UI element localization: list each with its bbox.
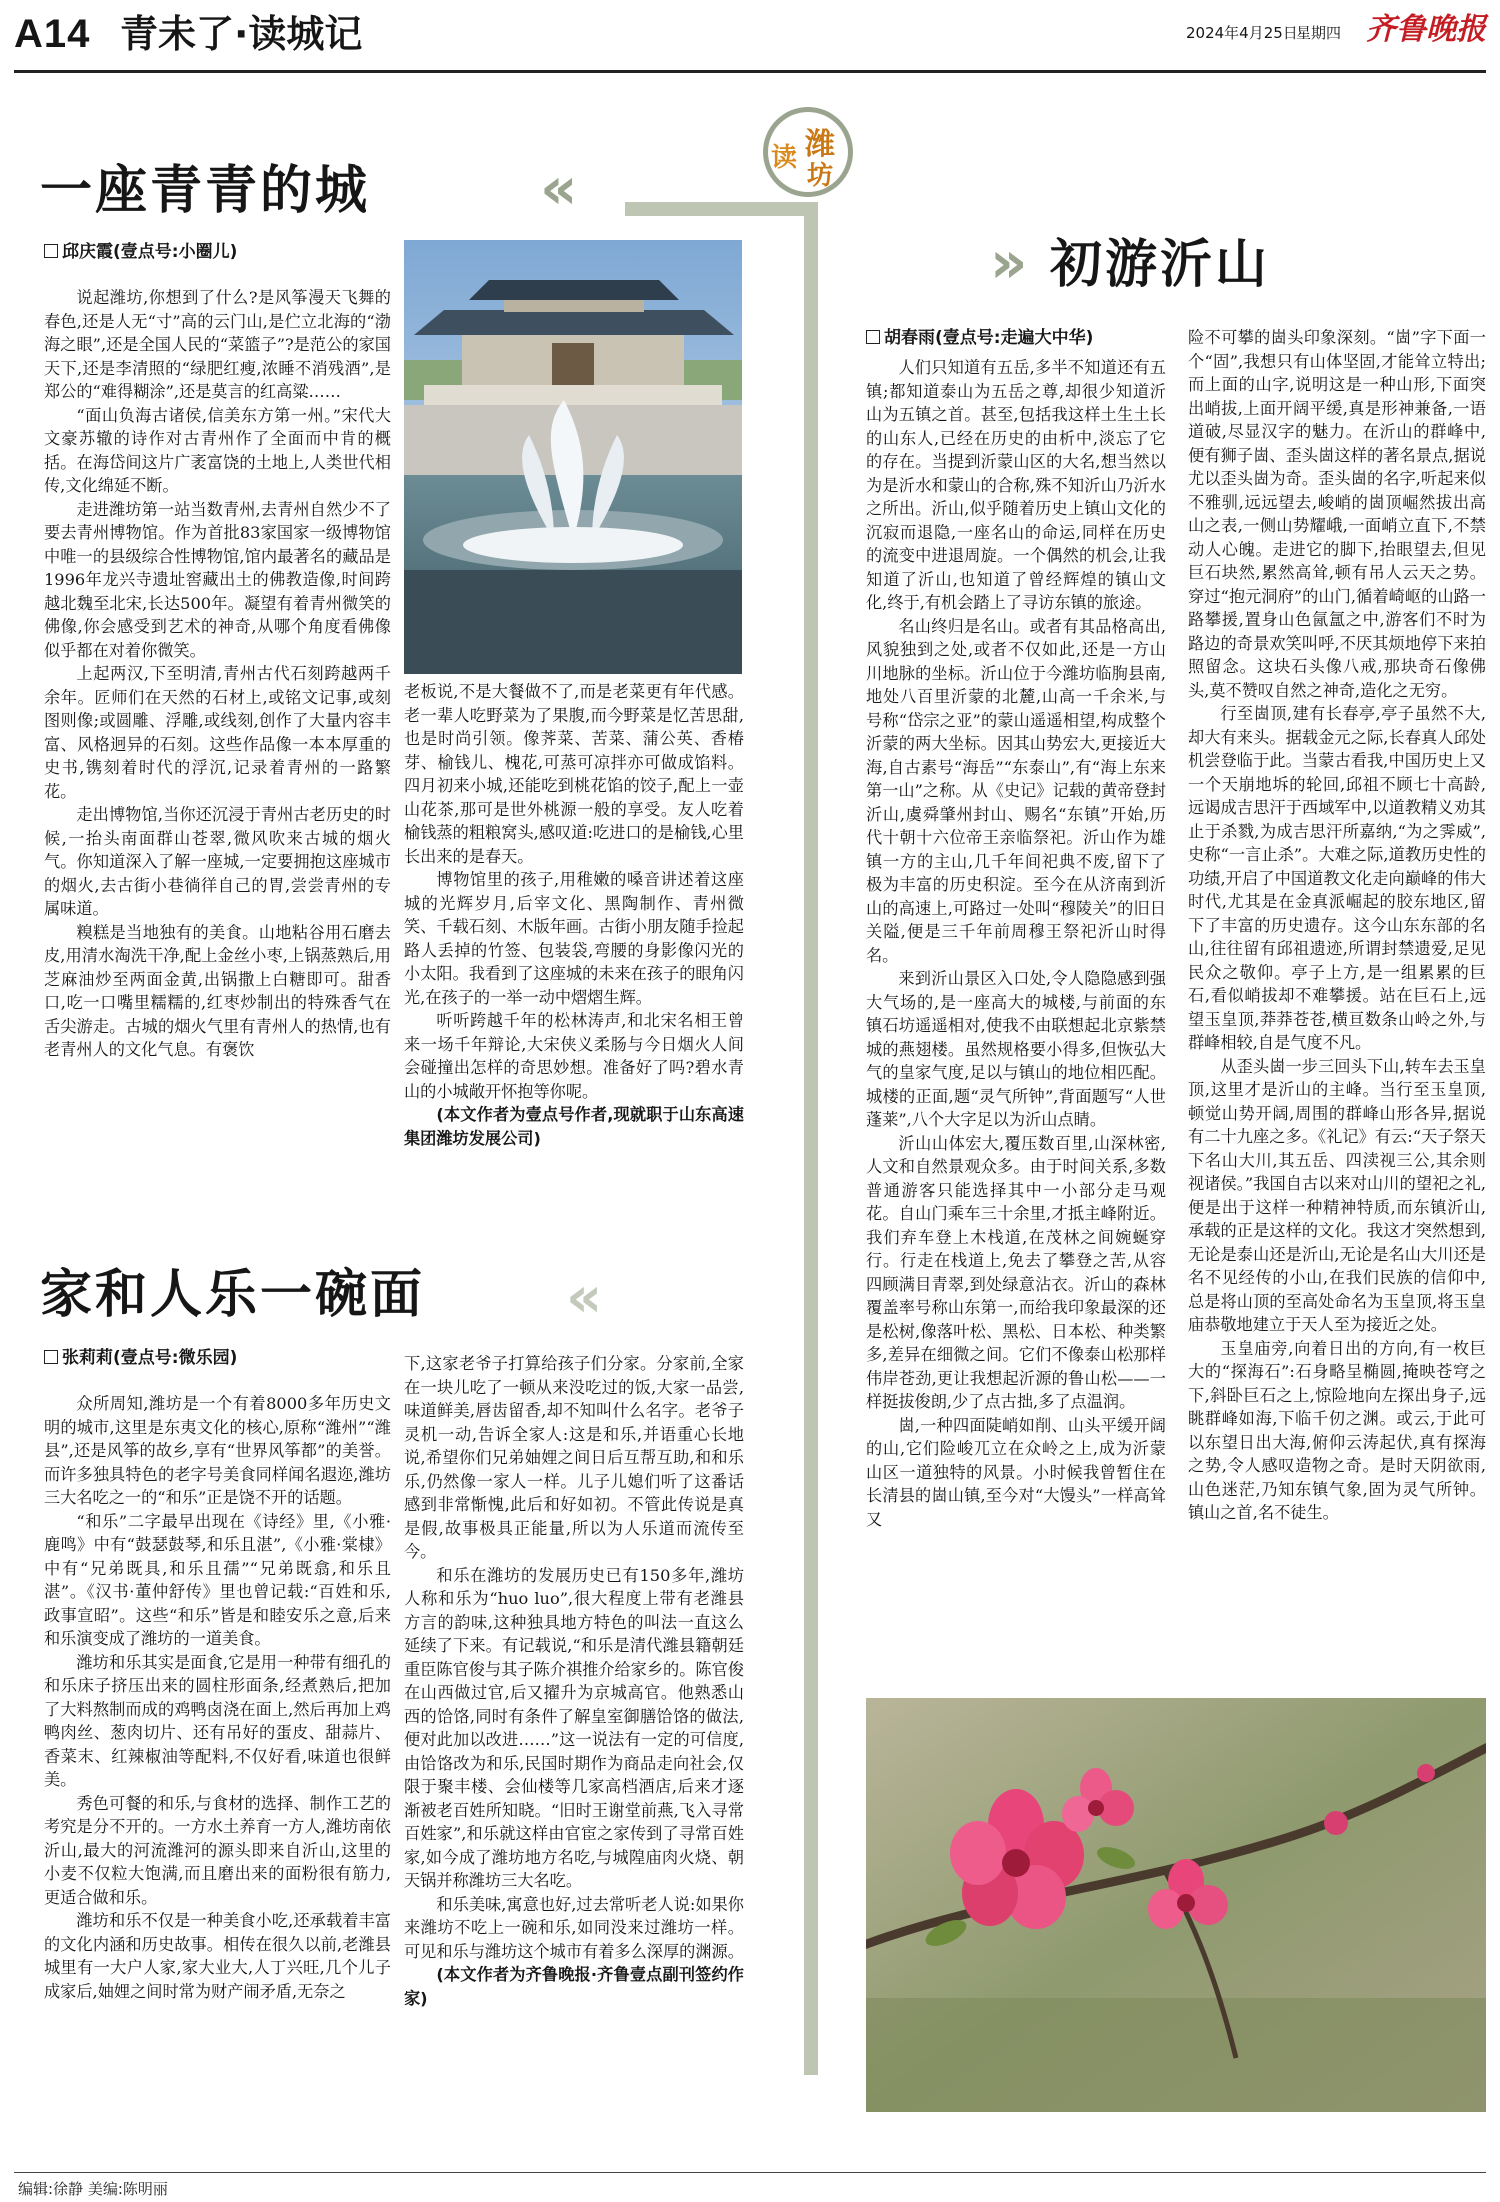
article3-paragraph: 人们只知道有五岳,多半不知道还有五镇;都知道泰山为五岳之尊,却很少知道沂山为五镇之首。甚至,包括我这样土生土长的山东人,已经在历史的由析中,淡忘了它的存在。当提到沂蒙山区的大名,想当然以为是沂水和蒙山的合称,殊不知沂山乃沂水之所出。沂山,似乎随着历史上镇山文化的沉寂而退隐,一座名山的命运,同样在历史的流变中进退周旋。一个偶然的机会,让我知道了沂山,也知道了曾经辉煌的镇山文化,终于,有机会踏上了寻访东镇的旅途。 <box>866 358 1166 612</box>
header-rule <box>14 70 1486 73</box>
editor-credit: 编辑:徐静 美编:陈明丽 <box>18 2180 168 2198</box>
article1-paragraph: 走进潍坊第一站当数青州,去青州自然少不了要去青州博物馆。作为首批83家国家一级博物馆中唯一的县级综合性博物馆,馆内最著名的藏品是1996年龙兴寺遗址窖藏出土的佛教造像,时间跨越北魏至北宋,长达500年。凝望有着青州微笑的佛像,你会感受到艺术的神奇,从哪个角度看佛像似乎都在对着你微笑。 <box>44 499 391 660</box>
byline-box-icon <box>44 244 58 258</box>
column-name: 青未了·读城记 <box>120 12 363 56</box>
read-weifang-badge <box>763 107 853 197</box>
museum-photo <box>404 240 742 674</box>
newspaper-logo: 齐鲁晚报 <box>1366 12 1486 47</box>
article2-byline <box>44 1346 237 1370</box>
article3-col1 <box>866 356 1166 1674</box>
article3-paragraph: 行至崮顶,建有长春亭,亭子虽然不大,却大有来头。据载金元之际,长春真人邱处机尝登临于此。当蒙古看我,中国历史上又一个天崩地坼的轮回,邱祖不顾七十高龄,远谒成吉思汗于西域军中,以道教精义劝其止于杀戮,为成吉思汗所嘉纳,“为之霁威”,史称“一言止杀”。大难之际,道教历史性的功绩,开启了中国道教文化走向巅峰的伟大时代,尤其是在金真派崛起的胶东地区,留下了丰富的历史遗存。这今山东东部的名山,往往留有邱祖遗迹,所谓封禁遗爱,足见民众之敬仰。亭子上方,是一组累累的巨石,看似峭拔却不难攀援。站在巨石上,远望玉皇顶,莽莽苍苍,横亘数条山岭之外,与群峰相较,自是气度不凡。 <box>1188 704 1486 1052</box>
article2-paragraph: 潍坊和乐不仅是一种美食小吃,还承载着丰富的文化内涵和历史故事。相传在很久以前,老潍县城里有一大户人家,家大业大,人丁兴旺,几个儿子成家后,妯娌之间时常为财产闹矛盾,无奈之 <box>44 1911 391 2001</box>
article2-paragraph: “和乐”二字最早出现在《诗经》里,《小雅·鹿鸣》中有“鼓瑟鼓琴,和乐且湛”,《小雅·棠棣》中有“兄弟既具,和乐且孺”“兄弟既翕,和乐且湛”。《汉书·董仲舒传》里也曾记载:“百姓和乐,政事宣昭”。这些“和乐”皆是和睦安乐之意,后来和乐演变成了潍坊的一道美食。 <box>44 1511 391 1648</box>
article1-paragraph: 说起潍坊,你想到了什么?是风筝漫天飞舞的春色,还是人无“寸”高的云门山,是伫立北海的“渤海之眼”,还是全国人民的“菜篮子”?是范公的家国天下,还是李清照的“绿肥红瘦,浓睡不消残酒”,是郑公的“难得糊涂”,还是莫言的红高粱…… <box>44 288 391 401</box>
museum-illustration <box>404 240 742 674</box>
badge-char-fang: 坊 <box>807 161 834 191</box>
article1-title: 一座青青的城 <box>40 160 371 221</box>
article3-col2 <box>1188 326 1486 1674</box>
section-divider-vertical <box>804 205 818 2075</box>
article3-byline-text: 胡春雨(壹点号:走遍大中华) <box>884 328 1094 348</box>
article1-paragraph: 听听跨越千年的松林涛声,和北宋名相王曾来一场千年辩论,大宋侠义柔肠与今日烟火人间会碰撞出怎样的奇思妙想。准备好了吗?碧水青山的小城敞开怀抱等你呢。 <box>404 1011 744 1101</box>
footer-rule <box>14 2172 1486 2173</box>
article1-paragraph: 博物馆里的孩子,用稚嫩的嗓音讲述着这座城的光辉岁月,后宰文化、黑陶制作、青州微笑、千载石刻、木版年画。古街小朋友随手捡起路人丢掉的竹签、包装袋,弯腰的身影像闪光的小太阳。我看到了这座城的未来在孩子的眼角闪光,在孩子的一举一动中熠熠生辉。 <box>404 870 744 1007</box>
article1-paragraph: 老板说,不是大餐做不了,而是老菜更有年代感。老一辈人吃野菜为了果腹,而今野菜是忆苦思甜,也是时尚引领。像荠菜、苦菜、蒲公英、香椿芽、榆钱儿、槐花,可蒸可凉拌亦可做成馅料。四月初来小城,还能吃到桃花馅的饺子,配上一壶山花茶,那可是世外桃源一般的享受。友人吃着榆钱蒸的粗粮窝头,感叹道:吃进口的是榆钱,心里长出来的是春天。 <box>404 682 744 866</box>
peach-blossom-photo <box>866 1698 1486 2112</box>
article3-paragraph: 险不可攀的崮头印象深刻。“崮”字下面一个“固”,我想只有山体坚固,才能耸立特出;而上面的山字,说明这是一种山形,下面突出峭拔,上面开阔平缓,真是形神兼备,一语道破,尽显汉字的魅力。在沂山的群峰中,便有狮子崮、歪头崮这样的著名景点,据说尤以歪头崮为奇。歪头崮的名字,听起来似不雅驯,远远望去,峻峭的崮顶崛然拔出高山之表,一侧山势耀峨,一面峭立直下,不禁动人心魄。走进它的脚下,抬眼望去,但见巨石块然,累然高耸,顿有吊人云天之势。穿过“抱元洞府”的山门,循着崎岖的山路一路攀援,置身山色氤氲之中,游客们不时为路边的奇景欢笑叫呼,不厌其烦地停下来拍照留念。这块石头像八戒,那块奇石像佛头,莫不赞叹自然之神奇,造化之无穷。 <box>1188 328 1486 700</box>
article2-byline-text: 张莉莉(壹点号:微乐园) <box>62 1348 238 1368</box>
article1-col2 <box>404 680 744 1220</box>
badge-char-read: 读 <box>771 143 798 173</box>
article2-paragraph: 众所周知,潍坊是一个有着8000多年历史文明的城市,这里是东夷文化的核心,原称“潍州”“潍县”,还是风筝的故乡,享有“世界风筝都”的美誉。而许多独具特色的老字号美食同样闻名遐迩,潍坊三大名吃之一的“和乐”正是饶不开的话题。 <box>44 1394 391 1507</box>
article3-paragraph: 名山终归是名山。或者有其品格高出,风貌独到之处,或者不仅如此,还是一方山川地脉的坐标。沂山位于今潍坊临朐县南,地处八百里沂蒙的北麓,山高一千余米,与号称“岱宗之亚”的蒙山遥遥相望,构成整个沂蒙的两大坐标。因其山势宏大,更接近大海,自古素号“海岳”“东泰山”,有“海上东来第一山”之称。从《史记》记载的黄帝登封沂山,虞舜肇州封山、赐名“东镇”开始,历代十朝十六位帝王亲临祭祀。沂山作为雄镇一方的主山,几千年间祀典不废,留下了极为丰富的历史积淀。至今在从济南到沂山的高速上,可路过一处叫“穆陵关”的旧日关隘,便是三千年前周穆王祭祀沂山时得名。 <box>866 616 1166 965</box>
article2-title: 家和人乐一碗面 <box>40 1264 426 1325</box>
article1-col1 <box>44 286 391 1222</box>
article2-col2 <box>404 1352 744 2162</box>
section-divider-horizontal <box>625 202 818 216</box>
article1-paragraph: “面山负海古诸侯,信美东方第一州。”宋代大文豪苏辙的诗作对古青州作了全面而中肯的概括。在海岱间这片广袤富饶的土地上,人类世代相传,文化绵延不断。 <box>44 405 391 495</box>
byline-box-icon <box>44 1350 58 1364</box>
article1-paragraph: 走出博物馆,当你还沉浸于青州古老历史的时候,一抬头南面群山苍翠,微风吹来古城的烟火气。你知道深入了解一座城,一定要拥抱这座城市的烟火,去古街小巷徜徉自己的胃,尝尝青州的专属味道。 <box>44 805 391 918</box>
page-number: A14 <box>14 12 91 56</box>
badge-char-wei: 潍 <box>805 127 835 162</box>
article2-credit: (本文作者为齐鲁晚报·齐鲁壹点副刊签约作家) <box>404 1965 744 2008</box>
chevron-left-icon: « <box>566 1265 603 1330</box>
article2-col1 <box>44 1392 391 2158</box>
article3-title: 初游沂山 <box>1050 234 1271 295</box>
article1-paragraph: 上起两汉,下至明清,青州古代石刻跨越两千余年。匠师们在天然的石材上,或铭文记事,或刻图则像;或圆雕、浮雕,或线刻,创作了大量内容丰富、风格迥异的石刻。这些作品像一本本厚重的史书,镌刻着时代的浮沉,记录着青州的一路繁花。 <box>44 664 391 801</box>
article2-paragraph: 秀色可餐的和乐,与食材的选择、制作工艺的考究是分不开的。一方水土养育一方人,潍坊南依沂山,最大的河流潍河的源头即来自沂山,这里的小麦不仅粒大饱满,而且磨出来的面粉很有筋力,更适合做和乐。 <box>44 1793 391 1907</box>
article2-paragraph: 和乐在潍坊的发展历史已有150多年,潍坊人称和乐为“huo luo”,很大程度上带有老潍县方言的韵味,这种独具地方特色的叫法一直这么延续了下来。有记载说,“和乐是清代潍县籍朝廷重臣陈官俊与其子陈介祺推介给家乡的。陈官俊在山西做过官,后又擢升为京城高官。他熟悉山西的饸饹,同时有条件了解皇室御膳饸饹的做法,便对此加以改进……”这一说法有一定的可信度,由饸饹改为和乐,民国时期作为商品走向社会,仅限于聚丰楼、会仙楼等几家高档酒店,后来才逐渐被老百姓所知晓。“旧时王谢堂前燕,飞入寻常百姓家”,和乐就这样由官宦之家传到了寻常百姓家,如今成了潍坊地方名吃,与城隍庙肉火烧、朝天锅并称潍坊三大名吃。 <box>404 1565 744 1890</box>
chevron-right-icon: » <box>990 228 1028 296</box>
article2-paragraph: 潍坊和乐其实是面食,它是用一种带有细孔的和乐床子挤压出来的圆柱形面条,经煮熟后,把加了大料熬制而成的鸡鸭卤浇在面上,然后再加上鸡鸭肉丝、葱肉切片、还有吊好的蛋皮、甜蒜片、香菜末、红辣椒油等配料,不仅好看,味道也很鲜美。 <box>44 1652 391 1789</box>
article2-paragraph: 和乐美味,寓意也好,过去常听老人说:如果你来潍坊不吃上一碗和乐,如同没来过潍坊一样。可见和乐与潍坊这个城市有着多么深厚的渊源。 <box>404 1894 744 1961</box>
blossom-illustration <box>866 1698 1486 2112</box>
article2-paragraph: 下,这家老爷子打算给孩子们分家。分家前,全家在一块儿吃了一顿从来没吃过的饭,大家一品尝,味道鲜美,唇齿留香,却不知叫什么名字。老爷子灵机一动,告诉全家人:这是和乐,并语重心长地说,希望你们兄弟妯娌之间日后互帮互助,和和乐乐,仍然像一家人一样。儿子儿媳们听了这番话感到非常惭愧,此后和好如初。不管此传说是真是假,故事极具正能量,所以为人乐道而流传至今。 <box>404 1354 744 1561</box>
byline-box-icon <box>866 330 880 344</box>
article1-paragraph: 糗糕是当地独有的美食。山地粘谷用石磨去皮,用清水淘洗干净,配上金丝小枣,上锅蒸熟后,用芝麻油炒至两面金黄,出锅撒上白糖即可。甜香口,吃一口嘴里糯糯的,红枣炒制出的特殊香气在舌尖游走。古城的烟火气里有青州人的热情,也有老青州人的文化气息。有褒饮 <box>44 922 391 1059</box>
chevron-left-icon: « <box>540 154 578 222</box>
article3-paragraph: 玉皇庙旁,向着日出的方向,有一枚巨大的“探海石”:石身略呈椭圆,掩映苍穹之下,斜卧巨石之上,惊险地向左探出身子,远眺群峰如海,下临千仞之渊。或云,于此可以东望日出大海,俯仰云涛起伏,真有探海之势,令人感叹造物之奇。是时天阴欲雨,山色迷茫,乃知东镇气象,固为灵气所钟。镇山之首,名不徒生。 <box>1188 1338 1486 1522</box>
article3-paragraph: 沂山山体宏大,覆压数百里,山深林密,人文和自然景观众多。由于时间关系,多数普通游客只能选择其中一小部分走马观花。自山门乘车三十余里,才抵主峰附近。我们弃车登上木栈道,在茂林之间婉蜒穿行。行走在栈道上,免去了攀登之苦,从容四顾满目青翠,到处绿意沾衣。沂山的森林覆盖率号称山东第一,而给我印象最深的还是松树,像落叶松、黑松、日本松、种类繁多,差异在细微之间。它们不像泰山松那样伟岸苍劲,更让我想起沂源的鲁山松——一样挺拔俊朗,少了点古拙,多了点温润。 <box>866 1133 1166 1411</box>
article3-paragraph: 崮,一种四面陡峭如削、山头平缓开阔的山,它们险峻兀立在众岭之上,成为沂蒙山区一道独特的风景。小时候我曾暂住在长清县的崮山镇,至今对“大馒头”一样高耸又 <box>866 1415 1166 1529</box>
article3-paragraph: 来到沂山景区入口处,令人隐隐感到强大气场的,是一座高大的城楼,与前面的东镇石坊遥遥相对,使我不由联想起北京紫禁城的燕翅楼。虽然规格要小得多,但恢弘大气的皇家气度,足以与镇山的地位相匹配。城楼的正面,题“灵气所钟”,背面题写“人世蓬莱”,八个大字足以为沂山点睛。 <box>866 969 1166 1129</box>
article3-byline <box>866 326 1093 350</box>
article3-paragraph: 从歪头崮一步三回头下山,转车去玉皇顶,这里才是沂山的主峰。当行至玉皇顶,顿觉山势开阔,周围的群峰山形各异,据说有二十九座之多。《礼记》有云:“天子祭天下名山大川,其五岳、四渎视三公,其余则视诸侯。”我国自古以来对山川的望祀之礼,便是出于这样一种精神特质,而东镇沂山,承载的正是这样的文化。我这才突然想到,无论是泰山还是沂山,无论是名山大川还是名不见经传的小山,在我们民族的信仰中,总是将山顶的至高处命名为玉皇顶,将玉皇庙恭敬地建立于天人至为接近之处。 <box>1188 1056 1486 1334</box>
article1-byline-text: 邱庆霞(壹点号:小圈儿) <box>62 242 238 262</box>
issue-weekday: 星期四 <box>1296 24 1342 42</box>
issue-date: 2024年4月25日 <box>1186 24 1298 42</box>
article1-byline <box>44 240 237 264</box>
article1-credit: (本文作者为壹点号作者,现就职于山东高速集团潍坊发展公司) <box>404 1105 744 1148</box>
